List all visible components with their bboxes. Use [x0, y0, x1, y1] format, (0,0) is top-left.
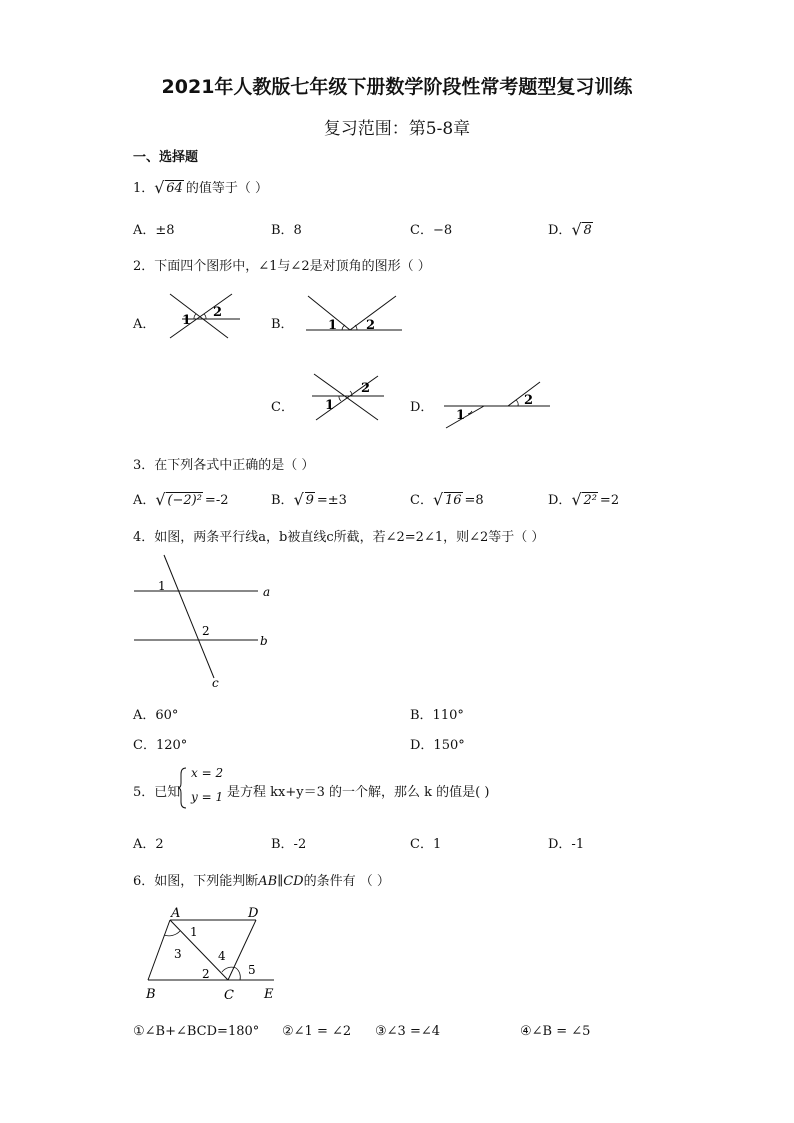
q6-figure-parallelogram	[140, 904, 290, 1004]
q4-option-b[interactable]: B．110°	[410, 708, 464, 723]
svg-text:E: E	[264, 987, 274, 1002]
q3-option-c[interactable]: C． √ 16 =8	[410, 490, 484, 509]
svg-text:c: c	[212, 676, 219, 690]
q3-option-a[interactable]: A． √ (−2)² =-2	[133, 490, 229, 509]
svg-text:1: 1	[328, 318, 338, 333]
svg-text:1: 1	[190, 925, 198, 939]
q6-condition-3: ③∠3 =∠4	[375, 1024, 441, 1039]
question-1	[133, 177, 268, 196]
q5-option-b[interactable]: B．-2	[271, 837, 307, 852]
q1-option-b[interactable]: B．8	[271, 223, 302, 238]
q5-option-d[interactable]: D．-1	[548, 837, 585, 852]
q4-option-c[interactable]: C．120°	[133, 738, 188, 753]
question-6: 6．如图，下列能判断AB∥CD的条件有 （ ）	[133, 874, 390, 889]
svg-text:2: 2	[524, 393, 534, 408]
q2-option-b[interactable]: B．	[271, 317, 294, 332]
q6-condition-1: ①∠B+∠BCD=180°	[133, 1024, 260, 1039]
q5-option-c[interactable]: C．1	[410, 837, 442, 852]
section-heading: 一、选择题	[133, 150, 199, 165]
svg-text:1: 1	[456, 408, 466, 423]
q1-option-c[interactable]: C．−8	[410, 223, 453, 238]
svg-text:2: 2	[202, 624, 210, 638]
svg-text:b: b	[260, 634, 268, 648]
svg-text:2: 2	[361, 381, 371, 396]
q6-condition-4: ④∠B = ∠5	[520, 1024, 591, 1039]
q2-option-a[interactable]: A．	[133, 317, 156, 332]
q6-condition-2: ②∠1 = ∠2	[282, 1024, 352, 1039]
page-subtitle: 复习范围：第5-8章	[323, 119, 471, 139]
q2-option-d[interactable]: D．	[410, 400, 434, 415]
svg-text:1: 1	[325, 398, 335, 413]
q2-figure-c	[306, 370, 388, 424]
question-1-text: 的值等于（ ）	[185, 181, 268, 196]
svg-text:2: 2	[202, 967, 210, 981]
svg-text:A: A	[171, 906, 181, 921]
svg-text:4: 4	[218, 949, 226, 963]
angle-1-label: 1	[182, 313, 192, 328]
q2-figure-a	[162, 290, 244, 342]
q3-option-d[interactable]: D． √ 2² =2	[548, 490, 620, 509]
q3-option-b[interactable]: B． √ 9 =±3	[271, 490, 347, 509]
svg-text:C: C	[224, 988, 234, 1003]
svg-text:5: 5	[248, 963, 256, 977]
question-2: 2．下面四个图形中，∠1与∠2是对顶角的图形（ ）	[133, 259, 431, 274]
line-c	[164, 555, 214, 678]
svg-text:B: B	[146, 987, 156, 1002]
svg-text:a: a	[263, 585, 271, 599]
q4-figure-parallel-lines	[130, 552, 280, 692]
q1-option-d[interactable]: D． √ 8	[548, 220, 592, 239]
q5-option-a[interactable]: A．2	[133, 837, 164, 852]
svg-text:2: 2	[366, 318, 376, 333]
brace-icon	[177, 766, 187, 810]
q2-option-c[interactable]: C．	[271, 400, 294, 415]
q2-figure-b	[300, 292, 406, 336]
q1-option-a[interactable]: A．±8	[133, 223, 175, 238]
svg-text:D: D	[248, 906, 259, 921]
angle-2-label: 2	[213, 305, 223, 320]
svg-text:1: 1	[158, 579, 166, 593]
svg-text:3: 3	[174, 947, 182, 961]
q4-option-a[interactable]: A．60°	[133, 708, 179, 723]
sqrt-expression: √ 64	[154, 178, 183, 197]
q4-option-d[interactable]: D．150°	[410, 738, 465, 753]
question-1-number: 1．	[133, 181, 155, 196]
question-3: 3．在下列各式中正确的是（ ）	[133, 458, 315, 473]
q2-figure-d	[440, 378, 554, 432]
question-4: 4．如图，两条平行线a，b被直线c所截，若∠2=2∠1，则∠2等于（ ）	[133, 530, 545, 545]
page-title: 2021年人教版七年级下册数学阶段性常考题型复习训练	[161, 76, 633, 98]
